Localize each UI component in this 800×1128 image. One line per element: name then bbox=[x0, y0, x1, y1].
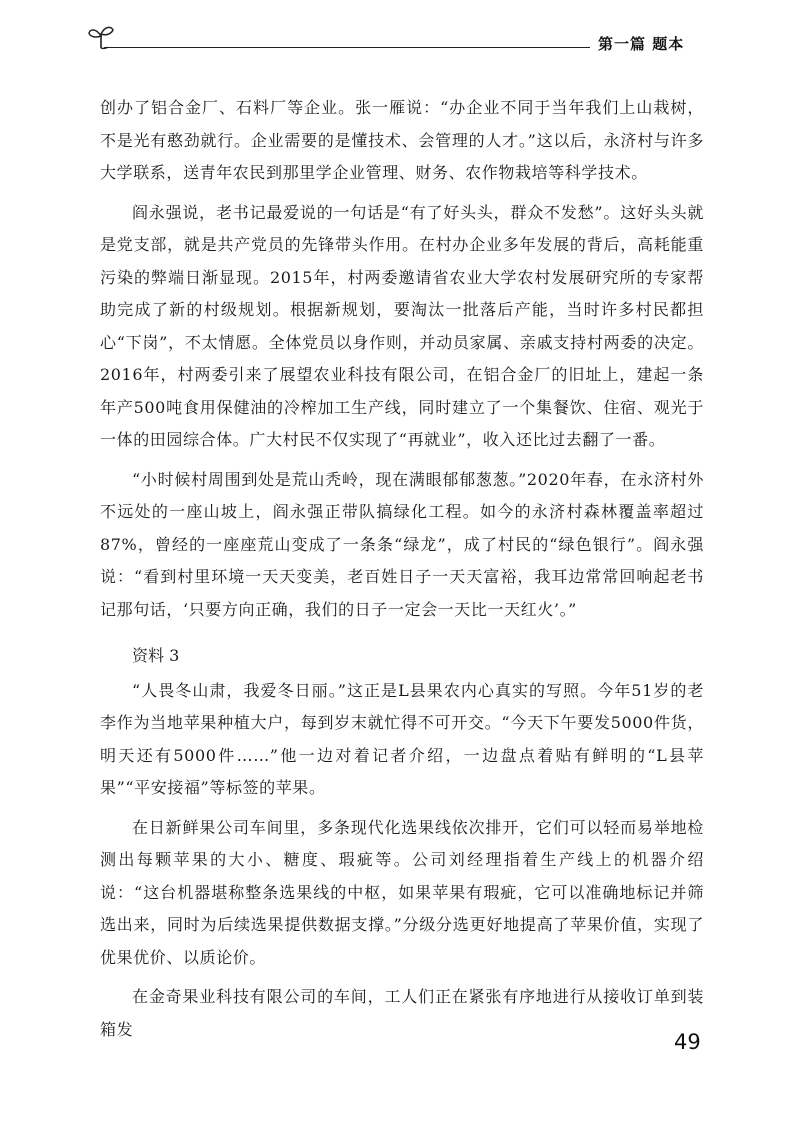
paragraph: 在金奇果业科技有限公司的车间，工人们正在紧张有序地进行从接收订单到装箱发 bbox=[100, 987, 704, 1039]
page-body bbox=[100, 92, 704, 1053]
page-number: 49 bbox=[674, 1030, 701, 1054]
section-label: 资料 3 bbox=[132, 646, 180, 665]
paragraph: 阎永强说，老书记最爱说的一句话是“有了好头头，群众不发愁”。这好头头就是党支部，就是共产党员的先锋带头作用。在村办企业多年发展的背后，高耗能重污染的弊端日渐显现。2015年，村两委邀请省农业大学农村发展研究所的专家帮助完成了新的村级规划。根据新规划，要淘汰一批落后产能，当时许多村民都担心“下岗”，不太情愿。全体党员以身作则，并动员家属、亲戚支持村两委的决定。2016年，村两委引来了展望农业科技有限公司，在铝合金厂的旧址上，建起一条年产500吨食用保健油的冷榨加工生产线，同时建立了一个集餐饮、住宿、观光于一体的田园综合体。广大村民不仅实现了“再就业”，收入还比过去翻了一番。 bbox=[100, 202, 704, 449]
paragraph: 在日新鲜果公司车间里，多条现代化选果线依次排开，它们可以轻而易举地检测出每颗苹果的大小、糖度、瑕疵等。公司刘经理指着生产线上的机器介绍说：“这台机器堪称整条选果线的中枢，如果苹果有瑕疵，它可以准确地标记并筛选出来，同时为后续选果提供数据支撑。”分级分选更好地提高了苹果价值，实现了优果优价、以质论价。 bbox=[100, 817, 704, 967]
paragraph: 创办了铝合金厂、石料厂等企业。张一雁说：“办企业不同于当年我们上山栽树，不是光有憨劲就行。企业需要的是懂技术、会管理的人才。”这以后，永济村与许多大学联系，送青年农民到那里学企业管理、财务、农作物栽培等科学技术。 bbox=[100, 98, 704, 182]
paragraph: “小时候村周围到处是荒山秃岭，现在满眼郁郁葱葱。”2020年春，在永济村外不远处的一座山坡上，阎永强正带队搞绿化工程。如今的永济村森林覆盖率超过87%，曾经的一座座荒山变成了一条条“绿龙”，成了村民的“绿色银行”。阎永强说：“看到村里环境一天天变美，老百姓日子一天天富裕，我耳边常常回响起老书记那句话，‘只要方向正确，我们的日子一定会一天比一天红火’。” bbox=[100, 469, 704, 619]
header-rule bbox=[104, 47, 590, 48]
page-header bbox=[0, 0, 800, 70]
header-title: 第一篇 题本 bbox=[598, 35, 685, 53]
paragraph: “人畏冬山肃，我爱冬日丽。”这正是L县果农内心真实的写照。今年51岁的老李作为当地苹果种植大户，每到岁末就忙得不可开交。“今天下午要发5000件货，明天还有5000件……”他一边对着记者介绍，一边盘点着贴有鲜明的“L县苹果”“平安接福”等标签的苹果。 bbox=[100, 680, 704, 797]
